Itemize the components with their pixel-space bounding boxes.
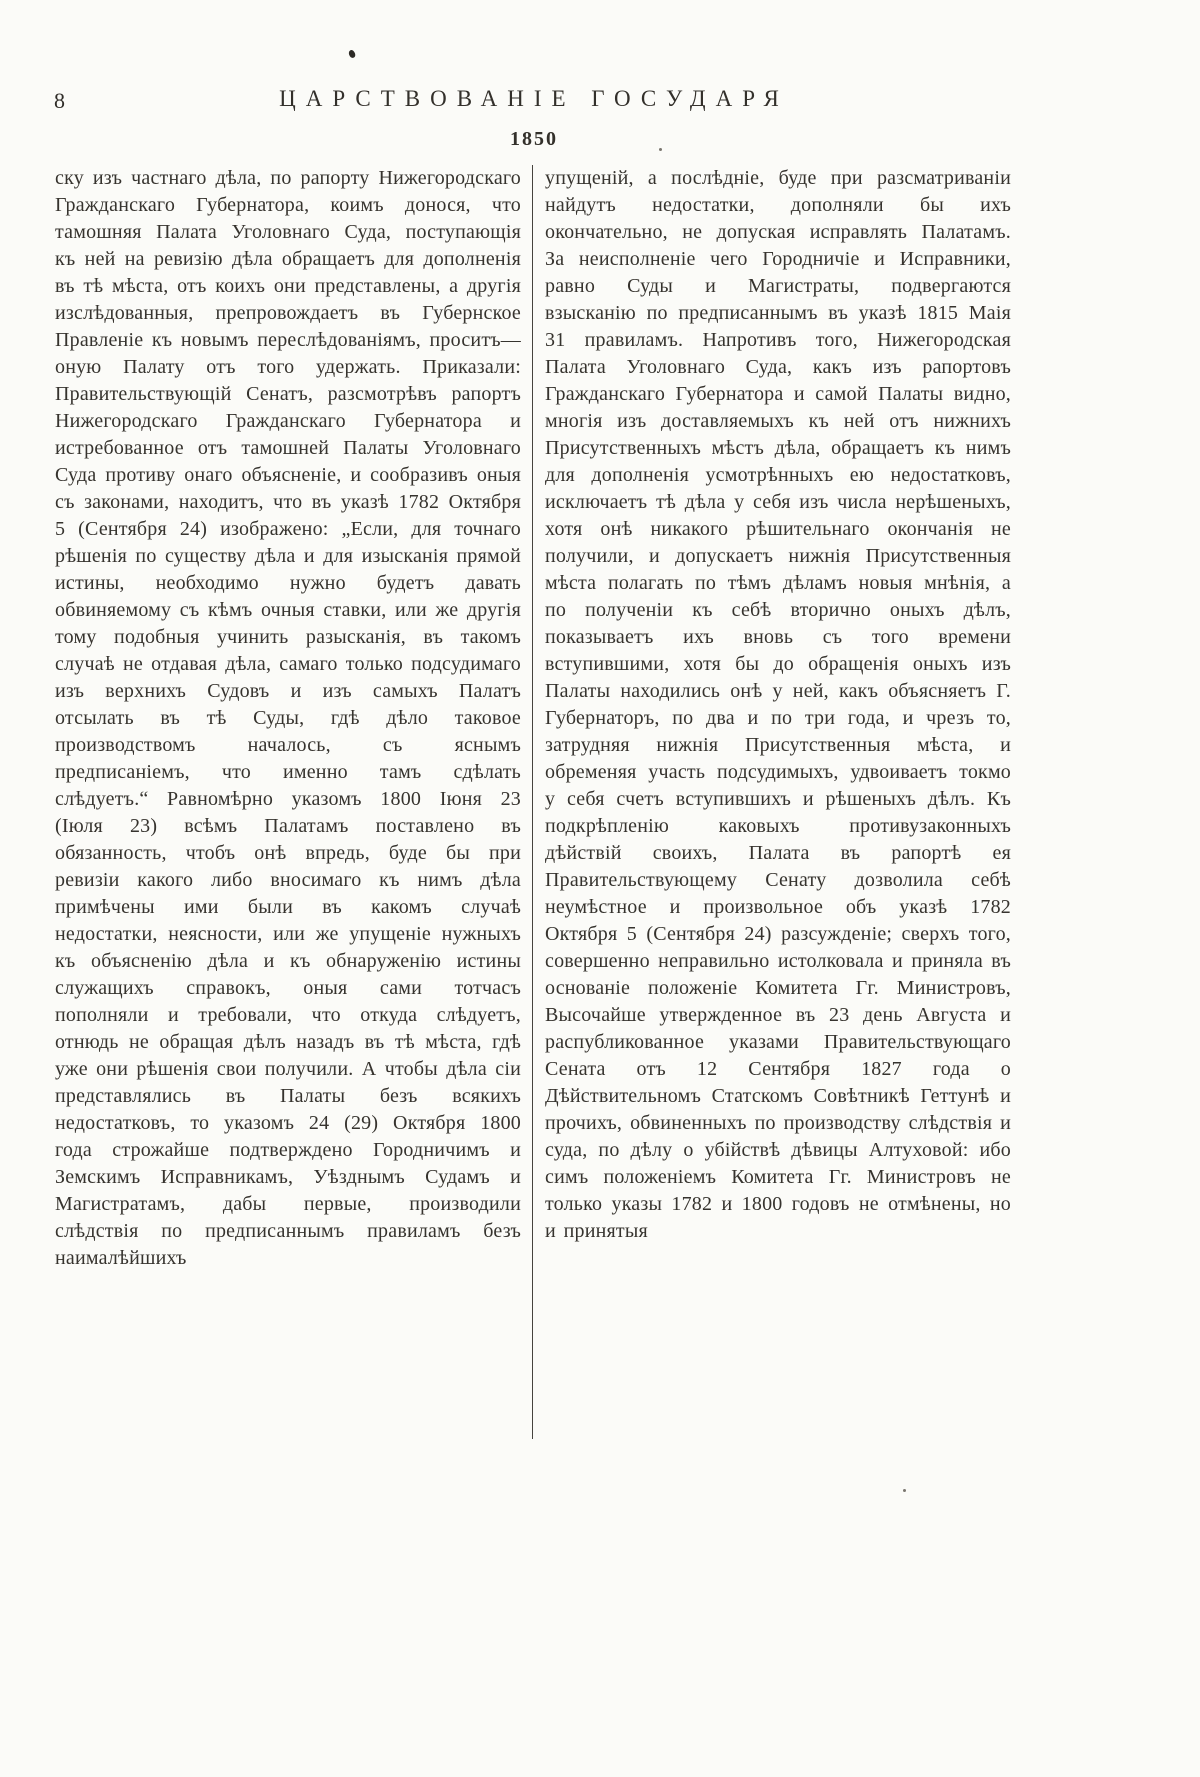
right-column-text: упущеній, а послѣдніе, буде при разсматриваніи найдутъ недостатки, дополняли бы ихъ окончательно, не допуская исправлять Палатамъ. За неисполненіе чего Городничіе и Исправники, равно Суды и Магистраты, подвергаются взысканію по предписаннымъ въ указѣ 1815 Маія 31 правиламъ. Напротивъ того, Нижегородская Палата Уголовнаго Суда, какъ изъ рапортовъ Гражданскаго Губернатора и самой Палаты видно, многія изъ доставляемыхъ къ ней отъ нижнихъ Присутственныхъ мѣстъ дѣла, обращаетъ къ нимъ для дополненія усмотрѣнныхъ ею недостатковъ, исключаетъ тѣ дѣла у себя изъ числа нерѣшеныхъ, хотя онѣ никакого рѣшительнаго окончанія не получили, и допускаетъ нижнія Присутственныя мѣста полагать по тѣмъ дѣламъ новыя мнѣнія, а по полученіи къ себѣ вторично оныхъ дѣлъ, показываетъ ихъ вновь съ того времени вступившими, хотя бы до обращенія оныхъ изъ Палаты находились онѣ у ней, какъ объясняетъ Г. Губернаторъ, по два и по три года, и чрезъ то, затрудняя нижнія Присутственныя мѣста, и обременяя участь подсудимыхъ, удвоиваетъ токмо у себя счетъ вступившихъ и рѣшеныхъ дѣлъ. Къ подкрѣпленію каковыхъ противузаконныхъ дѣйствій своихъ, Палата въ рапортѣ ея Правительствующему Сенату дозволила себѣ неумѣстное и произвольное объ указѣ 1782 Октября 5 (Сентября 24) разсужденіе; сверхъ того, совершенно неправильно истолковала и приняла въ основаніе положеніе Комитета Гг. Министровъ, Высочайше утвержденное въ 23 день Августа и распубликованное указами Правительствующаго Сената отъ 12 Сентября 1827 года о Дѣйствительномъ Статскомъ Совѣтникѣ Геттунѣ и прочихъ, обвиненныхъ по производству слѣдствія и суда, по дѣлу о убійствѣ дѣвицы Алтуховой: ибо симъ положеніемъ Комитета Гг. Министровъ не только указы 1782 и 1800 годовъ не отмѣнены, но и принятыя <box>545 167 1011 1242</box>
ink-dot <box>903 1489 906 1492</box>
column-divider-rule <box>532 165 533 1439</box>
ink-speck <box>347 49 357 59</box>
page-number: 8 <box>54 88 65 113</box>
left-column-text: ску изъ частнаго дѣла, по рапорту Нижегородскаго Гражданскаго Губернатора, коимъ донося, что тамошняя Палата Уголовнаго Суда, поступающія къ ней на ревизію дѣла обращаетъ для дополненія въ тѣ мѣста, отъ коихъ они представлены, а другія изслѣдованныя, препровождаетъ въ Губернское Правленіе къ новымъ переслѣдованіямъ, проситъ—оную Палату отъ того удержать. Приказали: Правительствующій Сенатъ, разсмотрѣвъ рапортъ Нижегородскаго Гражданскаго Губернатора и истребованное отъ тамошней Палаты Уголовнаго Суда противу онаго объясненіе, и сообразивъ оныя съ законами, находитъ, что въ указѣ 1782 Октября 5 (Сентября 24) изображено: „Если, для точнаго рѣшенія по существу дѣла и для изысканія прямой истины, необходимо нужно будетъ давать обвиняемому съ кѣмъ очныя ставки, или же другія тому подобныя учинить разысканія, въ такомъ случаѣ не отдавая дѣла, самаго только подсудимаго изъ верхнихъ Судовъ и изъ самыхъ Палатъ отсылать въ тѣ Суды, гдѣ дѣло таковое производствомъ началось, съ яснымъ предписаніемъ, что именно тамъ сдѣлать слѣдуетъ.“ Равномѣрно указомъ 1800 Іюня 23 (Іюля 23) всѣмъ Палатамъ поставлено въ обязанность, чтобъ онѣ впредь, буде бы при ревизіи какого либо вносимаго къ нимъ дѣла примѣчены ими были въ какомъ случаѣ недостатки, неясности, или же упущеніе нужныхъ къ объясненію дѣла и къ обнаруженію истины служащихъ справокъ, оныя сами тотчасъ пополняли и требовали, что откуда слѣдуетъ, отнюдь не обращая дѣлъ назадъ въ тѣ мѣста, гдѣ уже они рѣшенія свои получили. А чтобы дѣла сіи представлялись въ Палаты безъ всякихъ недостатковъ, то указомъ 24 (29) Октября 1800 года строжайше подтверждено Городничимъ и Земскимъ Исправникамъ, Уѣзднымъ Судамъ и Магистратамъ, дабы первые, производили слѣдствія по предписаннымъ правиламъ безъ наималѣйшихъ <box>55 167 521 1269</box>
running-head: ЦАРСТВОВАНІЕ ГОСУДАРЯ <box>279 86 789 111</box>
year-heading: 1850 <box>510 128 558 150</box>
text-columns <box>55 165 1013 1439</box>
